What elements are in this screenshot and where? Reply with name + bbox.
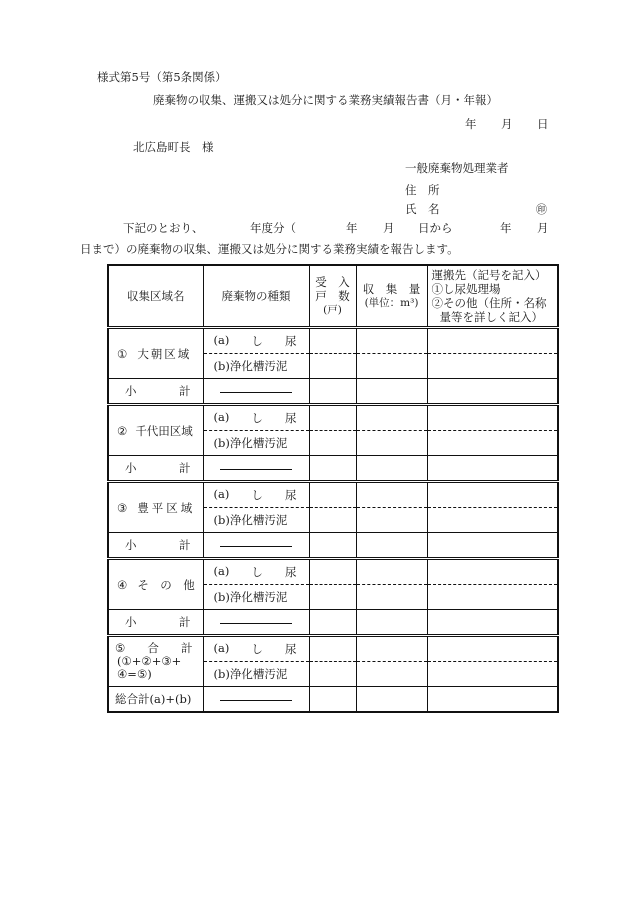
waste-a-cell: (a) し 尿 <box>203 328 309 354</box>
subtotal-row <box>108 610 558 636</box>
subtotal-label: 小 計 <box>108 533 203 559</box>
area-cell: ③ 豊平区域 <box>108 482 203 533</box>
destination-cell[interactable] <box>427 379 558 405</box>
header-row <box>108 265 558 328</box>
amount-cell[interactable] <box>356 328 427 354</box>
statement-1: 下記のとおり、 <box>123 221 204 235</box>
waste-a-cell: (a) し 尿 <box>203 482 309 508</box>
area-cell: ① 大朝区域 <box>108 328 203 379</box>
subtotal-row <box>108 456 558 482</box>
seal-icon: ㊞ <box>536 203 547 216</box>
households-cell[interactable] <box>309 328 356 354</box>
statement-4: 月 <box>383 221 395 235</box>
households-cell[interactable] <box>309 482 356 508</box>
amount-cell[interactable] <box>356 610 427 636</box>
statement-3: 年 <box>346 221 358 235</box>
dash-line <box>203 687 309 713</box>
destination-cell[interactable] <box>427 559 558 585</box>
header-destination: 運搬先（記号を記入） ①し尿処理場 ②その他（住所・名称 量等を詳しく記入） <box>427 265 558 328</box>
dash-line <box>203 533 309 559</box>
header-area: 収集区域名 <box>108 265 203 328</box>
amount-cell[interactable] <box>356 482 427 508</box>
households-cell[interactable] <box>309 508 356 533</box>
amount-cell[interactable] <box>356 636 427 662</box>
subtotal-row <box>108 533 558 559</box>
grand-total-label: 総合計(a)+(b) <box>108 687 203 713</box>
subtotal-label: 小 計 <box>108 610 203 636</box>
group-row-a <box>108 559 558 585</box>
waste-a-cell: (a) し 尿 <box>203 559 309 585</box>
header-type: 廃棄物の種類 <box>203 265 309 328</box>
waste-b-cell: (b)浄化槽汚泥 <box>203 662 309 687</box>
addressee: 北広島町長 様 <box>133 140 214 154</box>
households-cell[interactable] <box>309 354 356 379</box>
destination-cell[interactable] <box>427 585 558 610</box>
households-cell[interactable] <box>309 405 356 431</box>
total-row-a <box>108 636 558 662</box>
waste-a-cell: (a) し 尿 <box>203 405 309 431</box>
amount-cell[interactable] <box>356 687 427 713</box>
statement-line2: 日まで）の廃棄物の収集、運搬又は処分に関する業務実績を報告します。 <box>80 242 459 256</box>
destination-cell[interactable] <box>427 610 558 636</box>
name-label: 氏 名 <box>405 202 440 216</box>
amount-cell[interactable] <box>356 354 427 379</box>
destination-cell[interactable] <box>427 354 558 379</box>
document-title: 廃棄物の収集、運搬又は処分に関する業務実績報告書（月・年報） <box>153 93 498 107</box>
waste-a-cell: (a) し 尿 <box>203 636 309 662</box>
households-cell[interactable] <box>309 636 356 662</box>
form-number: 様式第5号（第5条関係） <box>97 70 227 84</box>
grand-total-row <box>108 687 558 713</box>
amount-cell[interactable] <box>356 508 427 533</box>
destination-cell[interactable] <box>427 636 558 662</box>
waste-b-cell: (b)浄化槽汚泥 <box>203 508 309 533</box>
amount-cell[interactable] <box>356 405 427 431</box>
households-cell[interactable] <box>309 533 356 559</box>
statement-6: 年 <box>500 221 512 235</box>
subtotal-label: 小 計 <box>108 456 203 482</box>
households-cell[interactable] <box>309 379 356 405</box>
dash-line <box>203 379 309 405</box>
destination-cell[interactable] <box>427 662 558 687</box>
amount-cell[interactable] <box>356 559 427 585</box>
households-cell[interactable] <box>309 559 356 585</box>
waste-b-cell: (b)浄化槽汚泥 <box>203 585 309 610</box>
amount-cell[interactable] <box>356 585 427 610</box>
group-row-a <box>108 482 558 508</box>
destination-cell[interactable] <box>427 405 558 431</box>
total-area-cell: ⑤ 合 計 (①+②+③+ ④=⑤) <box>108 636 203 687</box>
subtotal-row <box>108 379 558 405</box>
households-cell[interactable] <box>309 662 356 687</box>
destination-cell[interactable] <box>427 431 558 456</box>
destination-cell[interactable] <box>427 533 558 559</box>
amount-cell[interactable] <box>356 662 427 687</box>
destination-cell[interactable] <box>427 687 558 713</box>
destination-cell[interactable] <box>427 482 558 508</box>
date-month: 月 <box>501 117 513 131</box>
statement-5: 日から <box>418 221 453 235</box>
header-amount: 収 集 量 (単位：m³) <box>356 265 427 328</box>
households-cell[interactable] <box>309 431 356 456</box>
dash-line <box>203 456 309 482</box>
amount-cell[interactable] <box>356 533 427 559</box>
date-day: 日 <box>537 117 549 131</box>
address-label: 住 所 <box>405 183 440 197</box>
waste-b-cell: (b)浄化槽汚泥 <box>203 354 309 379</box>
amount-cell[interactable] <box>356 456 427 482</box>
area-cell: ② 千代田区域 <box>108 405 203 456</box>
dash-line <box>203 610 309 636</box>
waste-b-cell: (b)浄化槽汚泥 <box>203 431 309 456</box>
reporter-type: 一般廃棄物処理業者 <box>405 161 509 175</box>
destination-cell[interactable] <box>427 328 558 354</box>
amount-cell[interactable] <box>356 379 427 405</box>
report-table <box>107 264 559 713</box>
header-households: 受 入 戸 数 (戸) <box>309 265 356 328</box>
households-cell[interactable] <box>309 585 356 610</box>
households-cell[interactable] <box>309 456 356 482</box>
destination-cell[interactable] <box>427 456 558 482</box>
statement-2: 年度分（ <box>250 221 296 235</box>
group-row-a <box>108 405 558 431</box>
subtotal-label: 小 計 <box>108 379 203 405</box>
area-cell: ④ そ の 他 <box>108 559 203 610</box>
date-year: 年 <box>465 117 477 131</box>
households-cell[interactable] <box>309 610 356 636</box>
group-row-a <box>108 328 558 354</box>
amount-cell[interactable] <box>356 431 427 456</box>
households-cell[interactable] <box>309 687 356 713</box>
destination-cell[interactable] <box>427 508 558 533</box>
statement-7: 月 <box>537 221 549 235</box>
